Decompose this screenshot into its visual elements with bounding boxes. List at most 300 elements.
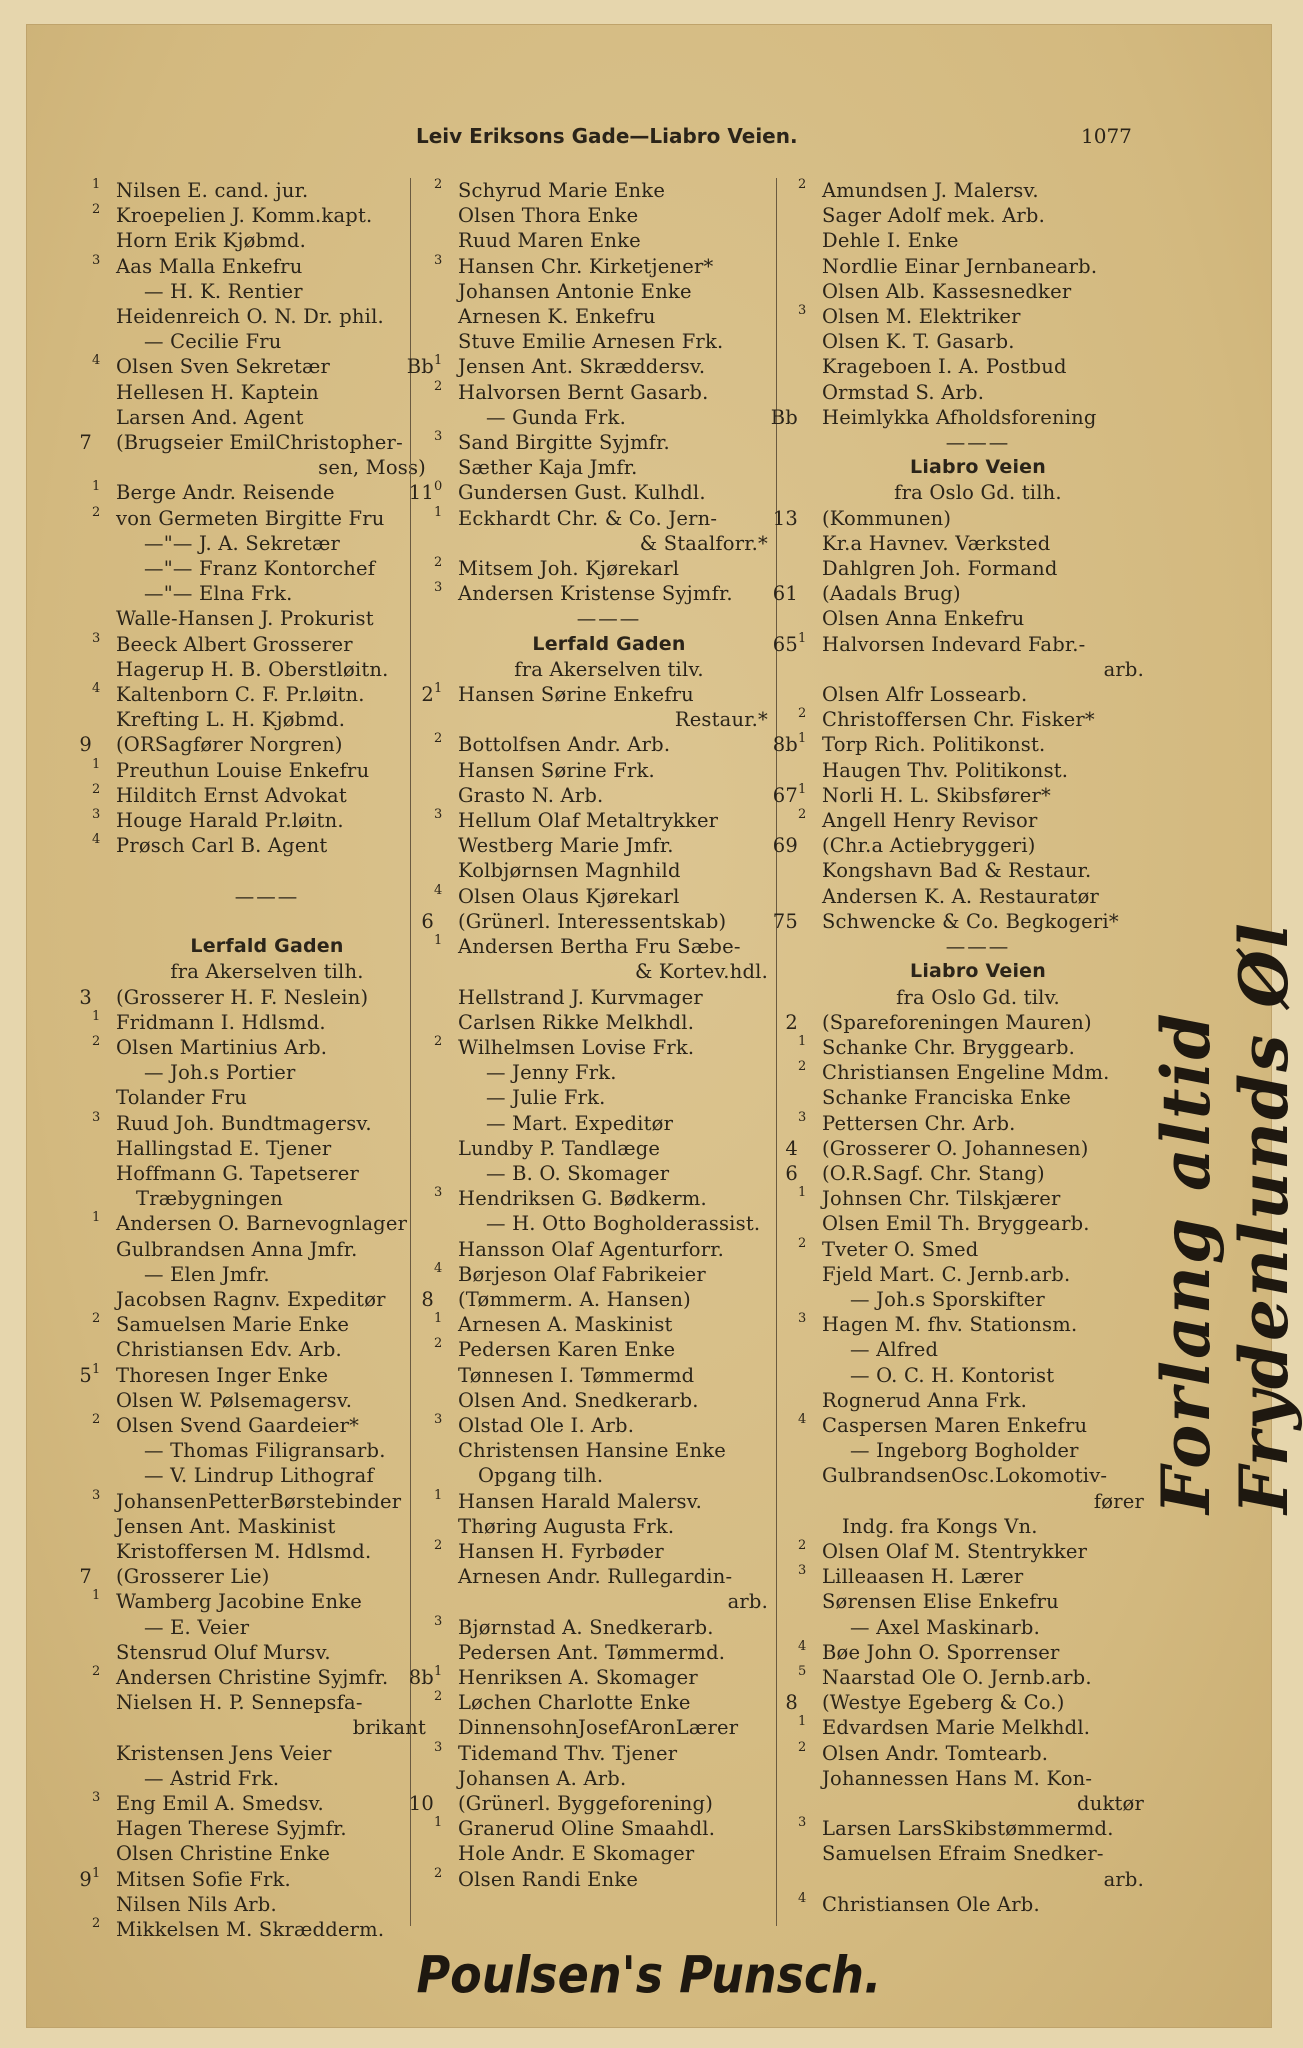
directory-entry [768,1690,1148,1715]
floor-marker: 1 [434,1487,443,1503]
floor-marker: 2 [798,807,807,823]
entry-text: Henriksen A. Skomager [458,1665,698,1689]
entry-text: Andersen O. Barnevognlager [116,1212,408,1236]
floor-marker: 2 [92,1916,101,1932]
entry-text: Krefting L. H. Kjøbmd. [116,708,346,732]
entry-text: Thoresen Inger Enke [116,1363,329,1387]
directory-entry [768,1413,1148,1438]
entry-text: Lundby P. Tandlæge [458,1136,661,1160]
entry-text: Hallingstad E. Tjener [116,1136,332,1160]
entry-text: Kroepelien J. Komm.kapt. [116,204,373,228]
floor-marker: 2 [434,555,443,571]
entry-text: Andersen Christine Syjmfr. [116,1665,389,1689]
directory-entry [62,254,432,279]
entry-text: Schwencke & Co. Begkogeri* [822,909,1119,933]
street-heading: Lerfald Gaden [532,632,686,655]
entry-text: (O.R.Sagf. Chr. Stang) [822,1161,1045,1185]
directory-entry [404,1489,774,1514]
house-number: 3 [79,985,92,1009]
entry-text: von Germeten Birgitte Fru [116,506,385,530]
directory-entry [404,1262,774,1287]
entry-text: fører [1093,1489,1144,1513]
directory-entry [768,1060,1148,1085]
directory-entry [768,783,1148,808]
floor-marker: 2 [92,504,101,520]
entry-text: Fjeld Mart. C. Jernb.arb. [822,1262,1071,1286]
directory-entry [404,1211,774,1236]
entry-text: Nielsen H. P. Sennepsfa- [116,1691,363,1715]
house-number: 9 [79,1867,92,1891]
directory-entry [768,1514,1148,1539]
directory-entry [768,1085,1148,1110]
entry-text: Arnesen K. Enkefru [458,305,656,329]
floor-marker: 3 [434,807,443,823]
directory-entry [62,985,432,1010]
entry-text: Rognerud Anna Frk. [822,1388,1028,1412]
directory-entry [768,304,1148,329]
floor-marker: 3 [434,1613,443,1629]
directory-entry [404,480,774,505]
entry-text: —"— Franz Kontorchef [144,557,376,581]
directory-entry [768,228,1148,253]
floor-marker: 1 [92,1865,101,1881]
directory-entry [62,1917,432,1942]
directory-entry [62,480,432,505]
entry-text: arb. [727,1590,768,1614]
entry-text: Olsen Thora Enke [458,204,639,228]
entry-text: Torp Rich. Politikonst. [822,733,1046,757]
floor-marker: 1 [434,1815,443,1831]
entry-text: (Westye Egeberg & Co.) [822,1691,1065,1715]
entry-text: Ruud Maren Enke [458,229,641,253]
entry-text: Johnsen Chr. Tilskjærer [822,1187,1061,1211]
directory-entry [404,1136,774,1161]
floor-marker: 1 [92,177,101,192]
house-number: 2 [421,683,434,707]
floor-marker: 1 [798,630,807,646]
directory-entry [62,1489,432,1514]
entry-text: Granerud Oline Smaahdl. [458,1817,716,1841]
entry-text: Heimlykka Afholdsforening [822,405,1097,429]
entry-text: Schyrud Marie Enke [458,179,666,202]
house-number: 67 [772,783,798,807]
directory-entry [62,1438,432,1463]
entry-text: —"— J. A. Sekretær [144,531,341,555]
entry-text: Berge Andr. Reisende [116,481,335,505]
floor-marker: 3 [92,1790,101,1805]
bottom-advertisement: Poulsen's Punsch. [416,1945,882,2005]
entry-text: Halvorsen Indevard Fabr.- [822,632,1086,656]
entry-text: (Kommunen) [822,506,952,530]
blank-line [62,909,432,934]
directory-entry [62,430,432,455]
directory-entry [404,1337,774,1362]
directory-entry [768,1035,1148,1060]
directory-entry [62,329,432,354]
entry-text: Aas Malla Enkefru [116,254,303,278]
entry-text: arb. [1103,1867,1144,1891]
directory-entry [404,1161,774,1186]
directory-entry [404,783,774,808]
directory-entry [768,682,1148,707]
entry-text: Kr.a Havnev. Værksted [822,531,1051,555]
directory-entry [62,1791,432,1816]
entry-text: — Mart. Expeditør [486,1111,674,1135]
entry-text: Beeck Albert Grosserer [116,632,353,656]
directory-entry [768,1237,1148,1262]
entry-text: — Axel Maskinarb. [850,1615,1040,1639]
entry-text: — Thomas Filigransarb. [144,1439,386,1463]
directory-entry [768,329,1148,354]
entry-text: Schanke Chr. Bryggearb. [822,1035,1076,1059]
directory-entry [62,1766,432,1791]
entry-text: Tønnesen I. Tømmermd [458,1363,695,1387]
entry-text: Angell Henry Revisor [822,809,1038,833]
entry-text: Johannessen Hans M. Kon- [822,1766,1093,1790]
directory-entry [62,1186,432,1211]
house-number: 10 [408,1792,434,1815]
directory-entry [404,1363,774,1388]
directory-entry [768,909,1148,934]
entry-text: Børjeson Olaf Fabrikeier [458,1262,706,1286]
entry-text: GulbrandsenOsc.Lokomotiv- [822,1464,1108,1488]
entry-text: Gundersen Gust. Kulhdl. [458,481,706,505]
house-number: Bb [406,355,434,379]
directory-entry [404,430,774,455]
floor-marker: 4 [434,882,443,898]
directory-column-2 [404,178,774,1892]
entry-text: Arnesen Andr. Rullegardin- [458,1565,733,1589]
floor-marker: 2 [798,177,807,192]
directory-entry [62,1337,432,1362]
entry-text: Olsen Alfr Lossearb. [822,683,1028,707]
floor-marker: 1 [92,1588,101,1604]
entry-text: — Astrid Frk. [144,1766,280,1790]
entry-text: (Grünerl. Interessentskab) [458,909,727,933]
entry-text: Tolander Fru [116,1086,248,1110]
entry-text: — E. Veier [144,1615,250,1639]
directory-entry [62,1867,432,1892]
directory-entry [768,405,1148,430]
entry-text: Olsen Anna Enkefru [822,607,1025,631]
directory-entry [404,808,774,833]
directory-entry [62,1841,432,1866]
floor-marker: 1 [798,1714,807,1730]
entry-text: — Julie Frk. [486,1086,606,1110]
directory-entry [404,1867,774,1892]
house-number: Bb [770,405,798,429]
entry-text: (Grosserer O. Johannesen) [822,1136,1089,1160]
house-number: 8 [421,1287,434,1311]
entry-text: DinnensohnJosefAronLærer [458,1716,739,1740]
running-title: Leiv Eriksons Gade—Liabro Veien. [416,124,798,148]
house-number: 61 [772,582,798,606]
directory-entry [404,1438,774,1463]
directory-entry [62,1312,432,1337]
directory-entry [62,279,432,304]
blank-line [62,858,432,883]
entry-text: Norli H. L. Skibsfører* [822,783,1051,807]
entry-text: Hoffmann G. Tapetserer [116,1161,359,1185]
entry-text: — V. Lindrup Lithograf [144,1464,374,1488]
floor-marker: 1 [92,756,101,772]
directory-entry [404,909,774,934]
directory-entry [62,380,432,405]
directory-entry [404,304,774,329]
entry-text: Krageboen I. A. Postbud [822,355,1067,379]
entry-text: Nordlie Einar Jernbanearb. [822,254,1098,278]
directory-entry [768,632,1148,657]
directory-entry [768,203,1148,228]
directory-entry [404,354,774,379]
entry-text: (Tømmerm. A. Hansen) [458,1287,691,1311]
directory-entry [62,1539,432,1564]
directory-entry [62,506,432,531]
street-side-note: fra Oslo Gd. tilv. [896,985,1060,1009]
directory-entry [62,808,432,833]
directory-entry [62,1665,432,1690]
entry-text: Prøsch Carl B. Agent [116,834,328,858]
entry-text: Pedersen Ant. Tømmermd. [458,1640,726,1664]
directory-entry [62,1514,432,1539]
section-divider: ——— [576,607,642,631]
directory-entry [62,1892,432,1917]
directory-column-3 [768,178,1148,1917]
directory-entry [768,506,1148,531]
directory-entry [404,254,774,279]
entry-text: Ormstad S. Arb. [822,380,985,404]
entry-continuation [404,1589,768,1614]
entry-text: Hagerup H. B. Oberstløitn. [116,657,389,681]
directory-entry [62,1589,432,1614]
entry-text: Olsen M. Elektriker [822,305,1021,329]
entry-text: Fridmann I. Hdlsmd. [116,1010,326,1034]
entry-text: Olsen W. Pølsemagersv. [116,1388,353,1412]
street-heading: Lerfald Gaden [190,935,344,958]
entry-text: — Cecilie Fru [144,330,282,354]
entry-text: —"— Elna Frk. [144,582,293,606]
floor-marker: 1 [798,1185,807,1201]
directory-entry [768,1010,1148,1035]
entry-text: Hansen H. Fyrbøder [458,1539,664,1563]
directory-page [26,24,1303,2028]
entry-text: Stensrud Oluf Mursv. [116,1640,331,1664]
entry-text: Olsen Olaus Kjørekarl [458,884,680,908]
entry-text: JohansenPetterBørstebinder [116,1489,402,1513]
directory-entry [62,1161,432,1186]
entry-text: (Brugseier EmilChristopher- [116,431,403,455]
floor-marker: 1 [798,781,807,797]
entry-text: Hellstrand J. Kurvmager [458,985,703,1009]
entry-text: Wamberg Jacobine Enke [116,1590,362,1614]
entry-text: Johansen Antonie Enke [458,279,692,303]
entry-text: Træbygningen [136,1187,283,1211]
directory-entry [768,1640,1148,1665]
floor-marker: 3 [798,1109,807,1125]
floor-marker: 1 [92,1210,101,1226]
entry-text: Olsen Emil Th. Bryggearb. [822,1212,1090,1236]
directory-entry [404,1463,774,1488]
directory-entry [404,1085,774,1110]
entry-text: Hole Andr. E Skomager [458,1842,695,1866]
entry-text: Naarstad Ole O. Jernb.arb. [822,1665,1092,1689]
house-number: 8 [785,1691,798,1715]
entry-text: — O. C. H. Kontorist [850,1363,1055,1387]
floor-marker: 1 [434,353,443,369]
section-divider: ——— [945,431,1011,455]
entry-text: Hellum Olaf Metaltrykker [458,809,719,833]
entry-text: Caspersen Maren Enkefru [822,1413,1088,1437]
directory-entry [62,1463,432,1488]
street-side-note: fra Oslo Gd. tilh. [894,481,1062,505]
entry-text: Olsen And. Snedkerarb. [458,1388,699,1412]
floor-marker: 1 [434,1663,443,1679]
entry-text: Hansen Chr. Kirketjener* [458,254,714,278]
entry-text: Schanke Franciska Enke [822,1086,1071,1110]
entry-text: Christiansen Ole Arb. [822,1892,1040,1916]
entry-text: — B. O. Skomager [486,1161,670,1185]
directory-entry [62,1741,432,1766]
floor-marker: 2 [434,1033,443,1049]
entry-text: Wilhelmsen Lovise Frk. [458,1035,695,1059]
directory-entry [62,833,432,858]
floor-marker: 3 [92,252,101,268]
directory-entry [62,707,432,732]
directory-entry [404,1640,774,1665]
directory-entry [768,707,1148,732]
entry-text: (Grünerl. Byggeforening) [458,1792,714,1815]
directory-entry [404,1186,774,1211]
directory-entry [768,1312,1148,1337]
directory-entry [62,606,432,631]
directory-entry [62,783,432,808]
entry-text: Olsen Martinius Arb. [116,1035,328,1059]
directory-entry [404,380,774,405]
floor-marker: 4 [798,1890,807,1906]
directory-entry [404,1010,774,1035]
directory-entry [768,858,1148,883]
side-advertisement: Forlang altid Frydenlunds Øl [1147,921,1303,1514]
entry-text: Pedersen Karen Enke [458,1338,676,1362]
entry-text: Hansson Olaf Agenturforr. [458,1237,725,1261]
floor-marker: 4 [798,1411,807,1427]
directory-entry [62,304,432,329]
directory-entry [404,1312,774,1337]
directory-entry [62,228,432,253]
directory-entry [404,1111,774,1136]
directory-entry [404,1514,774,1539]
entry-continuation [768,1867,1144,1892]
directory-entry [768,556,1148,581]
entry-text: Restaur.* [674,708,768,732]
directory-entry [404,1841,774,1866]
entry-text: Sand Birgitte Syjmfr. [458,431,670,455]
directory-entry [62,1035,432,1060]
floor-marker: 3 [434,1739,443,1755]
floor-marker: 2 [92,1033,101,1049]
entry-text: (ORSagfører Norgren) [116,733,343,757]
entry-text: Westberg Marie Jmfr. [458,834,674,858]
entry-text: Horn Erik Kjøbmd. [116,229,307,253]
entry-text: Halvorsen Bernt Gasarb. [458,380,709,404]
entry-text: Olsen Randi Enke [458,1867,639,1891]
directory-entry [62,1010,432,1035]
entry-text: Nilsen Nils Arb. [116,1892,277,1916]
directory-entry [404,405,774,430]
directory-entry [768,1564,1148,1589]
entry-text: Walle-Hansen J. Prokurist [116,607,374,631]
directory-entry [768,1287,1148,1312]
house-number: 7 [79,1565,92,1589]
house-number: 65 [772,632,798,656]
floor-marker: 3 [434,252,443,268]
entry-text: Olsen Olaf M. Stentrykker [822,1539,1088,1563]
floor-marker: 4 [92,353,101,369]
directory-entry [62,1388,432,1413]
directory-entry [768,1262,1148,1287]
directory-entry [404,758,774,783]
floor-marker: 2 [798,706,807,722]
entry-text: Gulbrandsen Anna Jmfr. [116,1237,358,1261]
directory-entry [768,531,1148,556]
entry-text: Christoffersen Chr. Fisker* [822,708,1095,732]
entry-text: Hansen Harald Malersv. [458,1489,702,1513]
directory-entry [768,581,1148,606]
entry-text: (Chr.a Actiebryggeri) [822,834,1036,858]
directory-entry [62,405,432,430]
entry-text: Samuelsen Marie Enke [116,1313,350,1337]
directory-entry [404,833,774,858]
entry-text: Dehle I. Enke [822,229,959,253]
directory-entry [404,279,774,304]
entry-text: Andersen Bertha Fru Sæbe- [458,935,741,959]
entry-text: Samuelsen Efraim Snedker- [822,1842,1104,1866]
entry-text: & Staalforr.* [639,531,768,555]
directory-entry [62,1287,432,1312]
directory-entry [768,1715,1148,1740]
entry-text: Christiansen Edv. Arb. [116,1338,342,1362]
directory-column-1 [62,178,432,1942]
entry-text: Kongshavn Bad & Restaur. [822,859,1092,883]
entry-text: Eckhardt Chr. & Co. Jern- [458,506,718,530]
entry-text: Tveter O. Smed [822,1237,979,1261]
floor-marker: 5 [798,1663,807,1679]
entry-text: Hansen Sørine Frk. [458,758,655,782]
entry-text: Jensen Ant. Skræddersv. [458,355,706,379]
entry-continuation [768,1489,1144,1514]
directory-entry [404,1741,774,1766]
floor-marker: 4 [434,1260,443,1276]
entry-text: Christensen Hansine Enke [458,1439,726,1463]
directory-entry [62,1816,432,1841]
entry-continuation [768,1791,1144,1816]
directory-entry [768,1665,1148,1690]
floor-marker: 3 [92,630,101,646]
floor-marker: 4 [798,1638,807,1654]
floor-marker: 3 [434,1185,443,1201]
entry-text: Dahlgren Joh. Formand [822,557,1058,581]
directory-entry [62,1211,432,1236]
entry-text: Hellesen H. Kaptein [116,380,319,404]
directory-entry [404,1615,774,1640]
floor-marker: 1 [434,504,443,520]
directory-entry [404,203,774,228]
directory-entry [404,506,774,531]
entry-text: Bottolfsen Andr. Arb. [458,733,671,757]
floor-marker: 0 [434,479,443,495]
directory-entry [404,1665,774,1690]
directory-entry [62,758,432,783]
